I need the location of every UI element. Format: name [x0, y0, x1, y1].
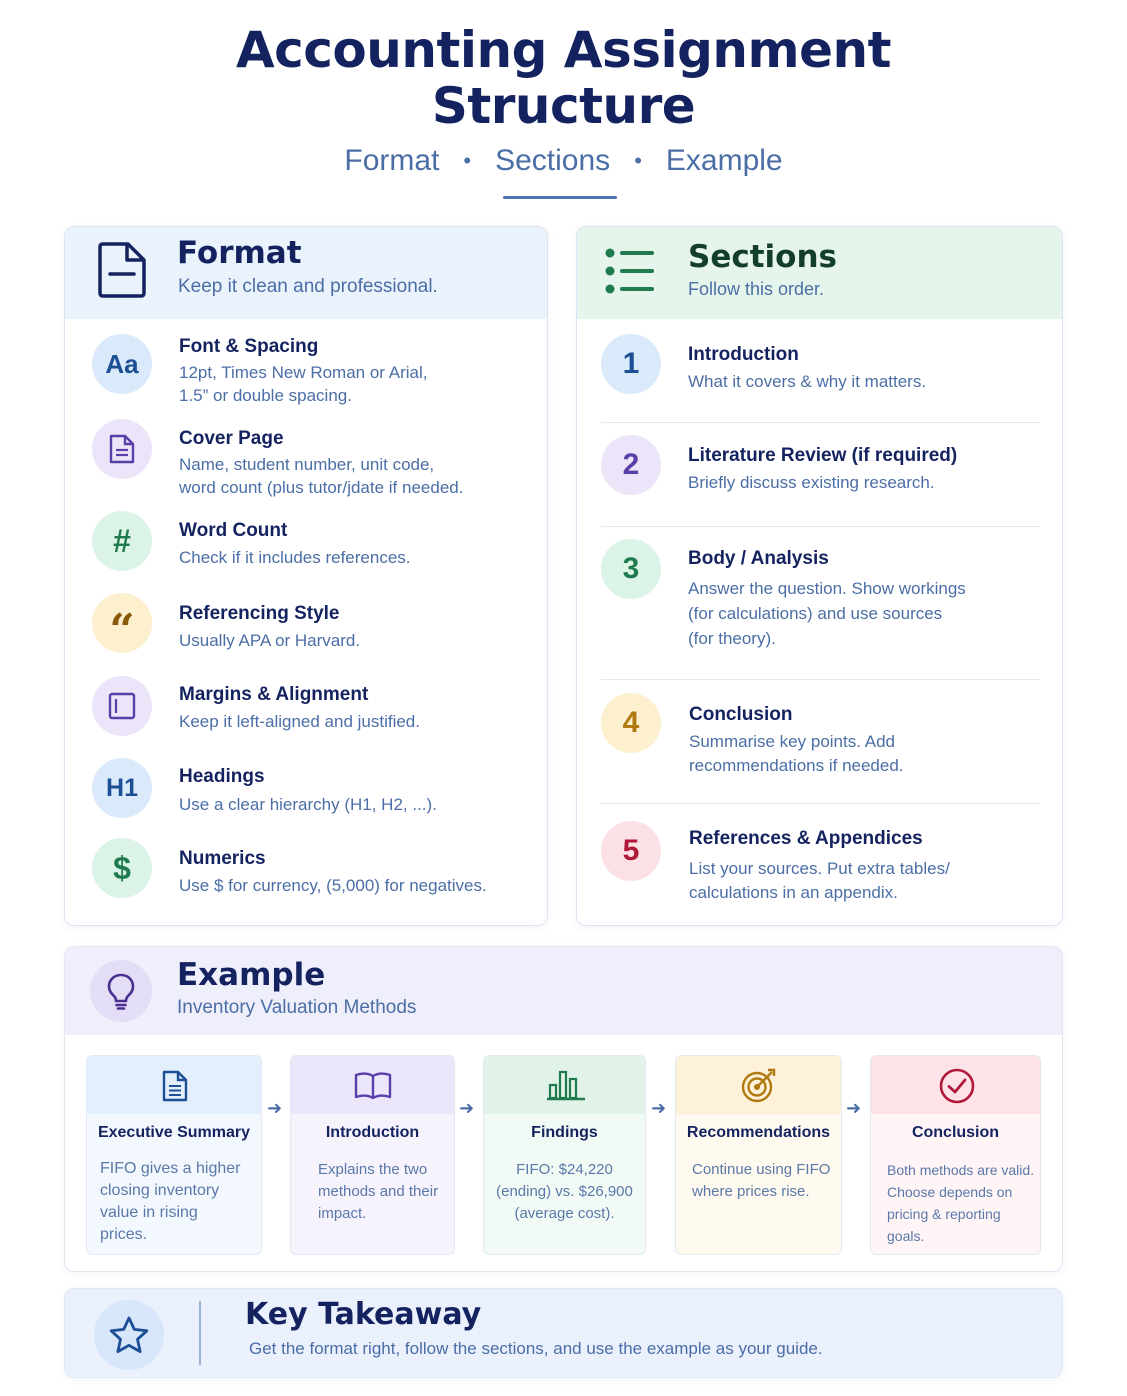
example-step-conclusion	[870, 1055, 1041, 1255]
section-item-desc: Summarise key points. Add recommendations if needed.	[689, 732, 904, 775]
quote-icon: “	[92, 593, 152, 653]
section-item-desc: List your sources. Put extra tables/ calculations in an appendix.	[689, 859, 950, 902]
page-title	[0, 22, 1127, 134]
format-item-desc: Keep it left-aligned and justified.	[179, 712, 420, 731]
example-step-introduction	[290, 1055, 455, 1255]
tab-separator-dot: •	[463, 148, 472, 173]
format-subtitle: Keep it clean and professional.	[178, 276, 438, 297]
document-icon	[161, 1069, 189, 1103]
tab-format[interactable]: Format	[344, 144, 440, 177]
arrow-right-icon: ➜	[267, 1098, 283, 1118]
tab-separator-dot: •	[634, 148, 642, 173]
example-step-title: Executive Summary	[97, 1124, 251, 1141]
lightbulb-icon	[90, 960, 152, 1022]
tab-example[interactable]: Example	[665, 144, 783, 177]
section-item-title: Body / Analysis	[688, 548, 829, 569]
divider	[601, 679, 1040, 680]
document-icon	[92, 419, 152, 479]
divider	[601, 803, 1040, 804]
list-icon	[605, 247, 655, 295]
format-panel-header	[65, 227, 547, 319]
format-item-title: Cover Page	[179, 428, 284, 449]
example-panel-header	[65, 947, 1062, 1035]
example-step-title: Recommendations	[686, 1124, 831, 1141]
format-panel	[64, 226, 548, 926]
format-item-desc: Use $ for currency, (5,000) for negatives.	[179, 876, 487, 895]
example-step-desc: Both methods are valid. Choose depends on pricing & reporting goals.	[887, 1162, 1035, 1244]
step-number-badge: 3	[601, 539, 661, 599]
example-step-desc: Continue using FIFO where prices rise.	[692, 1161, 831, 1200]
format-item-title: Word Count	[179, 520, 288, 541]
format-item-desc: Check if it includes references.	[179, 548, 411, 567]
sections-title: Sections	[688, 239, 837, 275]
arrow-right-icon: ➜	[651, 1098, 667, 1118]
dollar-icon: $	[92, 838, 152, 898]
star-icon	[94, 1300, 164, 1370]
sections-panel	[576, 226, 1063, 926]
divider	[601, 422, 1040, 423]
format-item-desc: Name, student number, unit code, word count (plus tutor/jdate if needed.	[179, 455, 464, 497]
format-title: Format	[177, 235, 302, 271]
margin-icon	[92, 676, 152, 736]
format-item-title: Numerics	[179, 848, 266, 869]
section-item-title: References & Appendices	[689, 828, 923, 849]
takeaway-title: Key Takeaway	[245, 1297, 482, 1332]
format-item-desc: 12pt, Times New Roman or Arial, 1.5” or double spacing.	[179, 363, 428, 405]
example-step-desc: Explains the two methods and their impact.	[318, 1161, 439, 1222]
example-step-desc: FIFO gives a higher closing inventory value in rising prices.	[100, 1160, 241, 1243]
example-step-title: Introduction	[325, 1124, 420, 1141]
arrow-right-icon: ➜	[459, 1098, 475, 1118]
tab-sections[interactable]: Sections	[495, 144, 611, 177]
tab-bar	[0, 144, 1127, 178]
section-item-title: Literature Review (if required)	[688, 445, 958, 466]
format-item-title: Referencing Style	[179, 603, 340, 624]
step-number-badge: 4	[601, 693, 661, 753]
page-title-line-2: Structure	[431, 77, 696, 135]
example-step-title: Findings	[531, 1124, 598, 1141]
divider	[199, 1301, 201, 1365]
arrow-right-icon: ➜	[846, 1098, 862, 1118]
example-subtitle: Inventory Valuation Methods	[177, 997, 417, 1018]
example-step-executive-summary	[86, 1055, 262, 1255]
divider	[601, 526, 1040, 527]
hash-icon: #	[92, 511, 152, 571]
example-step-desc: FIFO: $24,220 (ending) vs. $26,900 (average cost).	[496, 1161, 633, 1222]
step-number-badge: 2	[601, 435, 661, 495]
example-title: Example	[177, 957, 326, 993]
check-circle-icon	[938, 1067, 976, 1105]
section-item-title: Introduction	[688, 344, 799, 365]
step-number-badge: 1	[601, 334, 661, 394]
section-item-desc: What it covers & why it matters.	[688, 372, 927, 391]
heading-icon: H1	[92, 758, 152, 818]
example-step-recommendations	[675, 1055, 842, 1255]
book-icon	[353, 1070, 393, 1102]
format-item-title: Font & Spacing	[179, 336, 319, 357]
key-takeaway-panel	[64, 1288, 1063, 1378]
format-item-title: Headings	[179, 766, 265, 787]
page-title-line-1: Accounting Assignment	[235, 21, 892, 79]
takeaway-text: Get the format right, follow the sections, and use the example as your guide.	[249, 1339, 823, 1358]
sections-panel-header	[577, 227, 1062, 319]
document-icon	[96, 241, 148, 299]
active-tab-indicator	[503, 196, 617, 199]
target-icon	[740, 1068, 778, 1104]
sections-subtitle: Follow this order.	[688, 279, 825, 299]
format-item-desc: Use a clear hierarchy (H1, H2, ...).	[179, 795, 437, 814]
section-item-title: Conclusion	[689, 704, 793, 725]
section-item-desc: Briefly discuss existing research.	[688, 473, 935, 492]
format-item-desc: Usually APA or Harvard.	[179, 631, 361, 650]
section-item-desc: Answer the question. Show workings (for calculations) and use sources (for theory).	[688, 579, 966, 648]
example-step-title: Conclusion	[911, 1124, 1000, 1141]
format-item-title: Margins & Alignment	[179, 684, 369, 705]
font-icon: Aa	[92, 334, 152, 394]
step-number-badge: 5	[601, 821, 661, 881]
example-step-findings	[483, 1055, 646, 1255]
bar-chart-icon	[546, 1068, 586, 1102]
